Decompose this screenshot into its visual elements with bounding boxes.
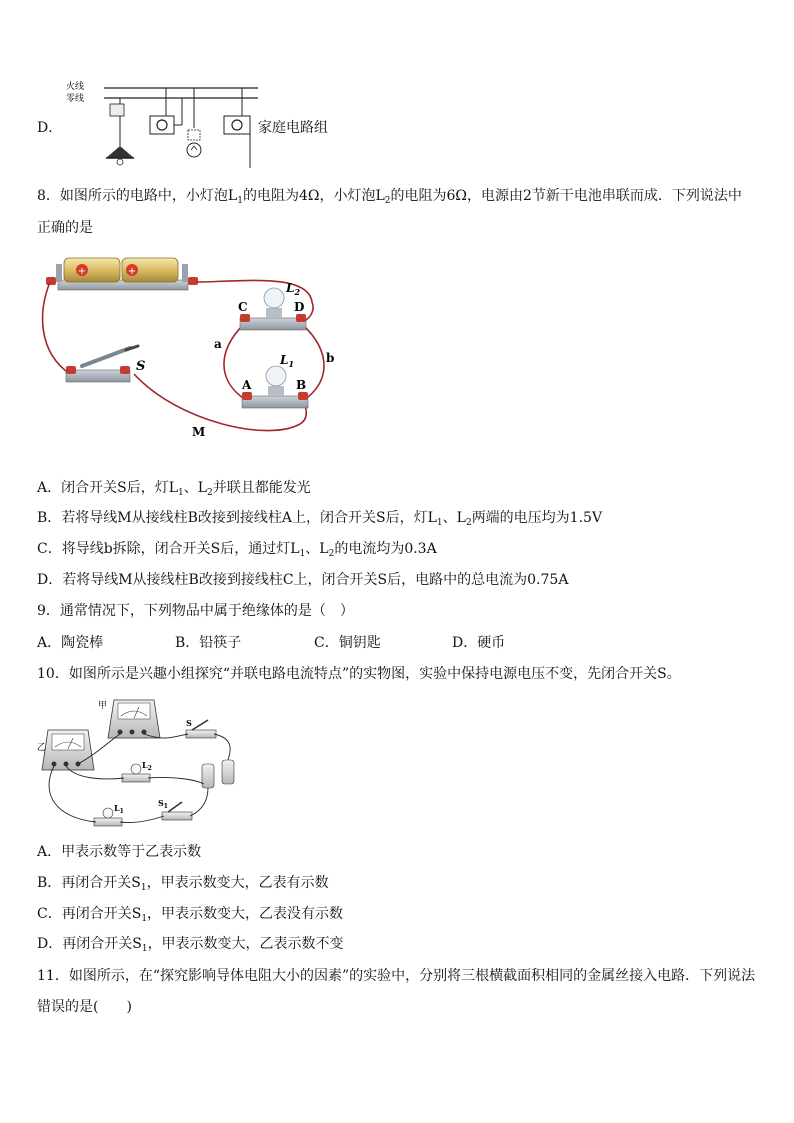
svg-text:+: + — [77, 266, 87, 277]
q8-circuit-figure — [38, 252, 338, 447]
battery-icon — [202, 764, 214, 788]
q8-option-a: A．闭合开关S后，灯$L_1$、$L_2$并联且都能发光 — [37, 480, 311, 498]
bulb-l1-icon — [103, 808, 113, 818]
neutral-wire-label: 零线 — [66, 94, 85, 104]
switch-s-label: S — [186, 718, 192, 728]
q11-stem-line2: 错误的是( ) — [37, 999, 132, 1015]
socket-icon — [150, 116, 174, 134]
q10-circuit-figure — [36, 694, 246, 834]
q8-option-d: D．若将导线M从接线柱B改接到接线柱C上，闭合开关S后，电路中的总电流为0.75A — [37, 572, 569, 588]
ammeter-jia-label: 甲 — [98, 701, 108, 711]
q8-stem-text: 8．如图所示的电路中，小灯泡L — [37, 188, 238, 204]
q9-option-b: B．铅筷子 — [175, 635, 242, 651]
bulb-icon — [264, 288, 284, 308]
bulb-icon — [266, 366, 286, 386]
q8-stem-text: 的电阻为6Ω，电源由2节新干电池串联而成．下列说法中 — [390, 188, 742, 204]
terminal-d-label: D — [294, 300, 305, 314]
lamp-l1-label: $L_1$ — [114, 803, 124, 815]
q9-option-a: A．陶瓷棒 — [37, 635, 104, 651]
lamp-l2-label: $L_2$ — [286, 281, 301, 297]
switch-s1-label: $S_1$ — [158, 798, 168, 810]
q9-option-d: D．硬币 — [452, 635, 506, 651]
q7-option-d — [37, 118, 62, 138]
q8-stem-text: 的电阻为4Ω，小灯泡L — [242, 188, 385, 204]
q10-option-b: B．再闭合开关$S_1$，甲表示数变大，乙表有示数 — [37, 875, 329, 893]
svg-text:+: + — [127, 266, 137, 277]
household-circuit-figure — [62, 78, 262, 173]
q8-stem-line2: 正确的是 — [37, 220, 93, 236]
q10-option-c: C．再闭合开关$S_1$，甲表示数变大，乙表没有示数 — [37, 906, 344, 924]
ammeter-yi-label: 乙 — [37, 743, 47, 753]
live-wire-label: 火线 — [66, 82, 85, 92]
wire-m-label: M — [192, 425, 206, 439]
terminal-c-label: C — [238, 300, 248, 314]
q8-option-b: B．若将导线M从接线柱B改接到接线柱A上，闭合开关S后，灯$L_1$、$L_2$两端的电压均为1.5V — [37, 510, 603, 528]
q10-option-a: A．甲表示数等于乙表示数 — [37, 844, 202, 860]
q8-circuit-diagram — [38, 252, 338, 447]
socket-icon — [224, 116, 250, 134]
bulb-l2-icon — [131, 764, 141, 774]
q8-option-c: C．将导线b拆除，闭合开关S后，通过灯$L_1$、$L_2$的电流均为0.3A — [37, 541, 437, 559]
q10-circuit-diagram — [36, 694, 246, 834]
q11-stem-line1: 11．如图所示，在“探究影响导体电阻大小的因素”的实验中，分别将三根横截面积相同的金属丝接入电路．下列说法 — [37, 968, 756, 984]
lamp-l2-label: $L_2$ — [142, 760, 152, 772]
ceiling-lamp-icon — [106, 146, 134, 158]
household-circuit-diagram — [62, 78, 262, 173]
battery-icon — [64, 258, 120, 282]
q9-stem: 9．通常情况下，下列物品中属于绝缘体的是（ ） — [37, 603, 354, 619]
q10-option-d: D．再闭合开关$S_1$，甲表示数变大，乙表示数不变 — [37, 936, 344, 954]
switch-s-icon — [186, 730, 216, 738]
q7-option-d-letter: D． — [37, 120, 63, 136]
wire-b-label: b — [326, 351, 335, 365]
q10-stem: 10．如图所示是兴趣小组探究“并联电路电流特点”的实物图，实验中保持电源电压不变，先闭合开关S。 — [37, 666, 681, 682]
q8-stem-line1 — [37, 186, 742, 206]
q9-option-c: C．铜钥匙 — [314, 635, 381, 651]
switch-s1-icon — [162, 812, 192, 820]
battery-icon — [222, 760, 234, 784]
bulb-icon — [187, 143, 201, 157]
switch-s-label: S — [136, 359, 146, 374]
subscript: 2 — [384, 196, 391, 206]
lamp-l1-label: $L_1$ — [280, 353, 295, 369]
subscript: 1 — [237, 196, 243, 206]
wire-a-label: a — [214, 337, 222, 351]
terminal-a-label: A — [242, 378, 252, 392]
terminal-b-label: B — [296, 378, 307, 392]
q7-option-d-label: 家庭电路组 — [258, 120, 328, 136]
